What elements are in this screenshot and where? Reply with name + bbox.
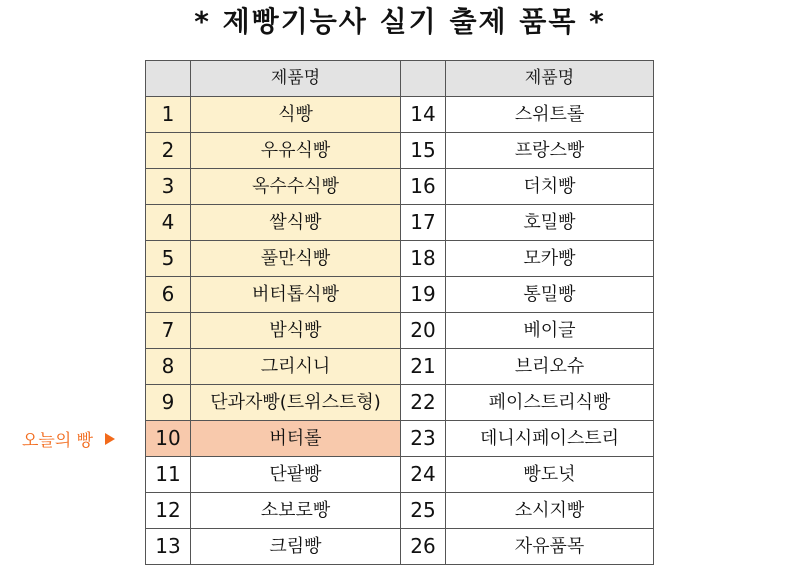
item-name: 더치빵	[446, 169, 654, 205]
item-name: 풀만식빵	[191, 241, 401, 277]
item-name: 페이스트리식빵	[446, 385, 654, 421]
item-name: 그리시니	[191, 349, 401, 385]
item-number: 14	[401, 97, 446, 133]
page-title: * 제빵기능사 실기 출제 품목 *	[194, 5, 606, 38]
table-row	[146, 385, 654, 421]
item-number: 7	[146, 313, 191, 349]
item-number: 13	[146, 529, 191, 565]
item-number: 24	[401, 457, 446, 493]
item-number: 3	[146, 169, 191, 205]
item-number: 21	[401, 349, 446, 385]
header-name-left: 제품명	[191, 61, 401, 97]
header-number-left	[146, 61, 191, 97]
item-name: 소시지빵	[446, 493, 654, 529]
item-number: 16	[401, 169, 446, 205]
item-name: 모카빵	[446, 241, 654, 277]
item-name: 버터톱식빵	[191, 277, 401, 313]
item-number: 2	[146, 133, 191, 169]
item-number: 11	[146, 457, 191, 493]
item-number: 22	[401, 385, 446, 421]
item-name: 밤식빵	[191, 313, 401, 349]
table-row	[146, 205, 654, 241]
item-number: 26	[401, 529, 446, 565]
item-number: 10	[146, 421, 191, 457]
today-bread-label	[22, 428, 140, 454]
item-name: 빵도넛	[446, 457, 654, 493]
table-row	[146, 493, 654, 529]
item-name: 소보로빵	[191, 493, 401, 529]
table-row	[146, 133, 654, 169]
table-row	[146, 349, 654, 385]
item-number: 6	[146, 277, 191, 313]
item-name: 통밀빵	[446, 277, 654, 313]
item-number: 5	[146, 241, 191, 277]
item-number: 20	[401, 313, 446, 349]
item-name: 식빵	[191, 97, 401, 133]
item-number: 15	[401, 133, 446, 169]
bread-items-table	[145, 60, 654, 565]
table-row	[146, 97, 654, 133]
item-number: 18	[401, 241, 446, 277]
item-number: 1	[146, 97, 191, 133]
item-name: 옥수수식빵	[191, 169, 401, 205]
header-name-right: 제품명	[446, 61, 654, 97]
table-row	[146, 277, 654, 313]
item-name: 단팥빵	[191, 457, 401, 493]
table-row-today	[146, 421, 654, 457]
item-name: 데니시페이스트리	[446, 421, 654, 457]
item-number: 4	[146, 205, 191, 241]
today-bread-text: 오늘의 빵	[22, 431, 94, 451]
item-number: 17	[401, 205, 446, 241]
item-name: 브리오슈	[446, 349, 654, 385]
item-name: 크림빵	[191, 529, 401, 565]
item-name: 자유품목	[446, 529, 654, 565]
item-name: 쌀식빵	[191, 205, 401, 241]
item-name: 베이글	[446, 313, 654, 349]
table-row	[146, 313, 654, 349]
item-number: 12	[146, 493, 191, 529]
item-number: 25	[401, 493, 446, 529]
item-number: 9	[146, 385, 191, 421]
header-number-right	[401, 61, 446, 97]
item-name: 호밀빵	[446, 205, 654, 241]
table-row	[146, 241, 654, 277]
table-row	[146, 529, 654, 565]
item-name: 스위트롤	[446, 97, 654, 133]
arrow-right-icon	[105, 433, 115, 445]
table-row	[146, 169, 654, 205]
item-name: 우유식빵	[191, 133, 401, 169]
item-name: 버터롤	[191, 421, 401, 457]
item-number: 23	[401, 421, 446, 457]
item-number: 19	[401, 277, 446, 313]
item-number: 8	[146, 349, 191, 385]
item-name: 단과자빵(트위스트형)	[191, 385, 401, 421]
table-row	[146, 457, 654, 493]
item-name: 프랑스빵	[446, 133, 654, 169]
table-header-row	[146, 61, 654, 97]
